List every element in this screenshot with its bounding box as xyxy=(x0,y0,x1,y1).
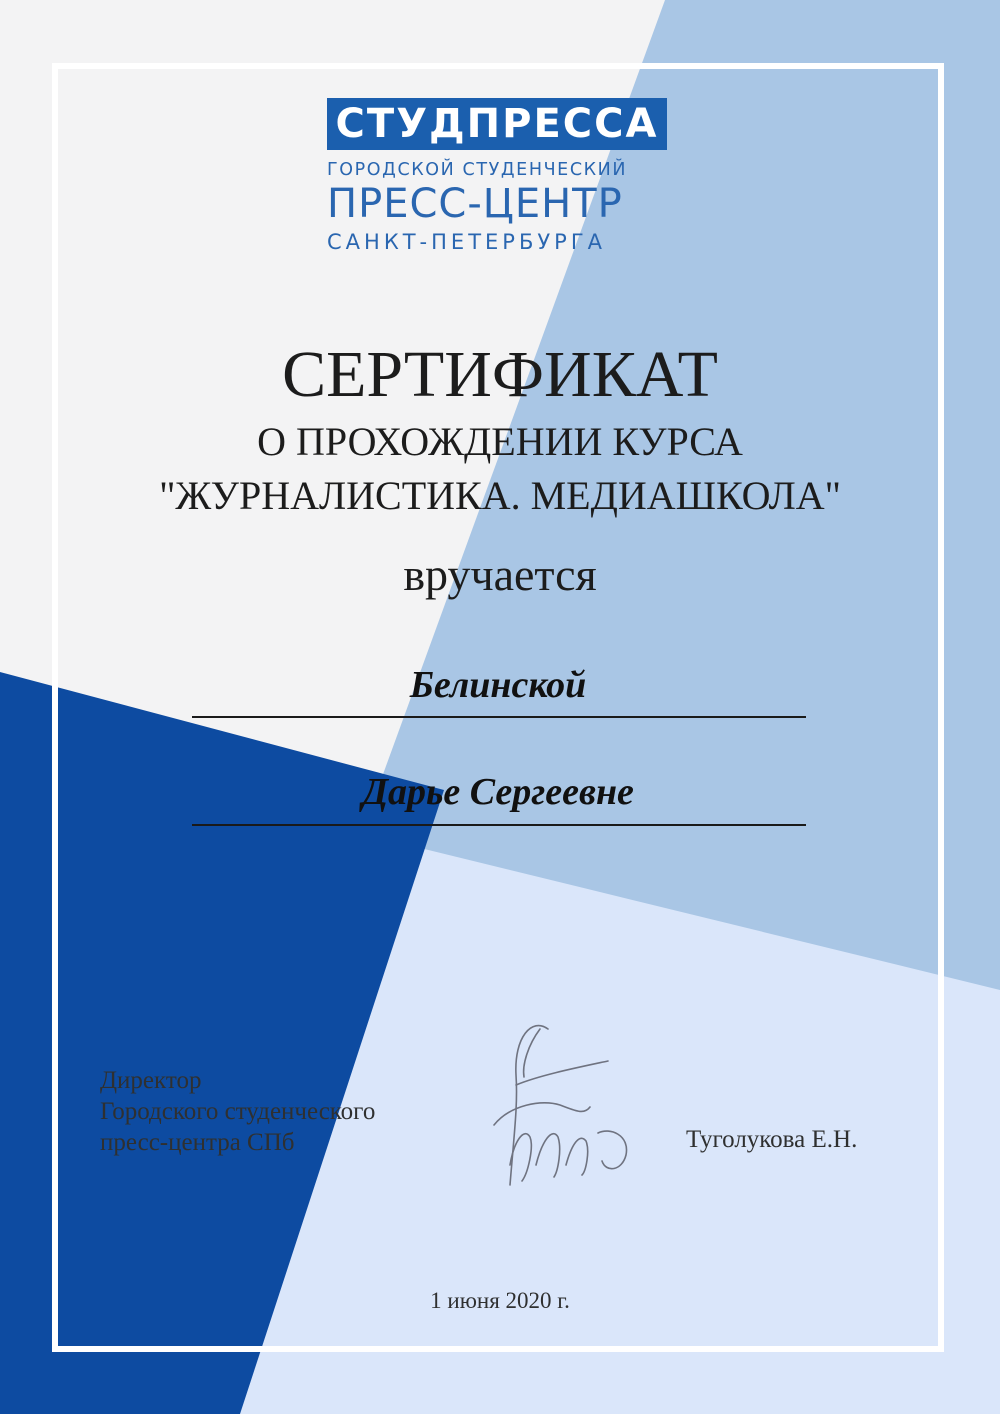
given-name-underline xyxy=(192,824,806,826)
certificate-subtitle-1: О ПРОХОЖДЕНИИ КУРСА xyxy=(257,419,743,464)
recipient-surname: Белинской xyxy=(409,664,587,706)
certificate-title: СЕРТИФИКАТ xyxy=(282,338,718,411)
logo-line-2: ПРЕСС-ЦЕНТР xyxy=(327,181,623,227)
position-line-3: пресс-центра СПб xyxy=(100,1129,295,1156)
logo-line-1: ГОРОДСКОЙ СТУДЕНЧЕСКИЙ xyxy=(327,160,628,180)
recipient-given-name: Дарье Сергеевне xyxy=(362,771,634,813)
logo-line-3: САНКТ-ПЕТЕРБУРГА xyxy=(327,230,606,254)
handwritten-signature xyxy=(480,1015,640,1195)
awarded-to-label: вручается xyxy=(403,549,597,600)
studpressa-logo xyxy=(327,98,673,254)
position-line-1: Директор xyxy=(100,1067,202,1094)
signer-name: Туголукова Е.Н. xyxy=(686,1126,858,1153)
logo-brand: СТУДПРЕССА xyxy=(327,98,667,150)
position-line-2: Городского студенческого xyxy=(100,1098,376,1125)
surname-underline xyxy=(192,716,806,718)
issue-date: 1 июня 2020 г. xyxy=(430,1288,570,1313)
certificate-subtitle-2: "ЖУРНАЛИСТИКА. МЕДИАШКОЛА" xyxy=(159,473,841,518)
signatory-position xyxy=(100,1065,375,1158)
